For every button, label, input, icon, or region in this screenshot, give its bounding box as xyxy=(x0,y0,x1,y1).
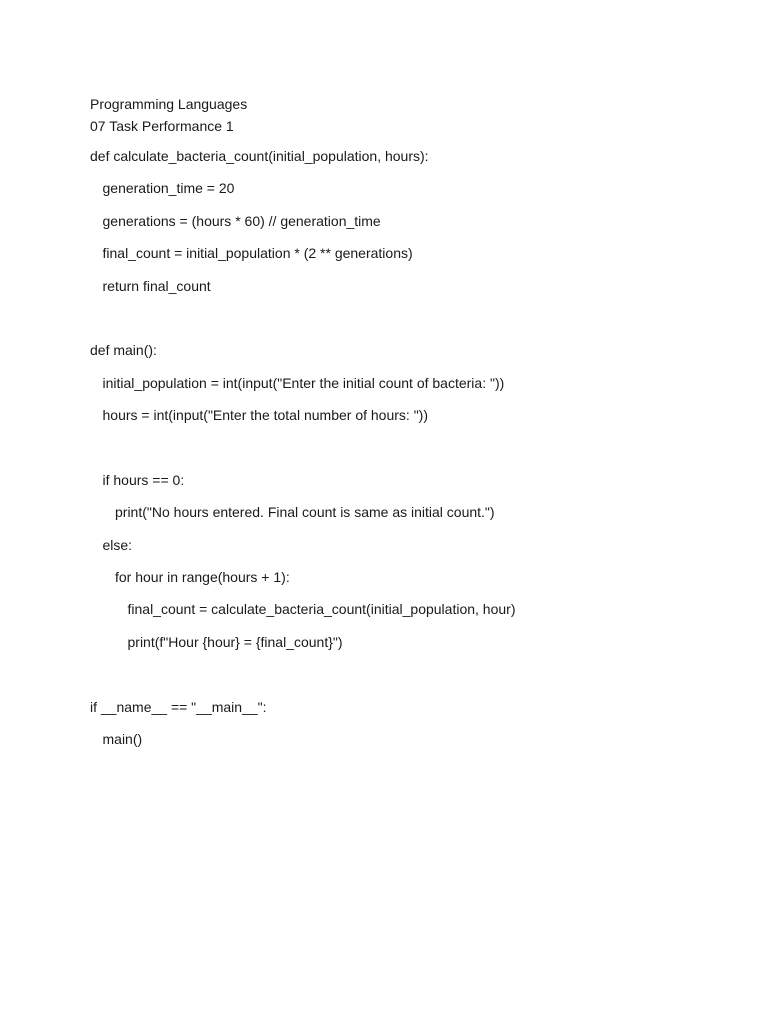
code-line: generations = (hours * 60) // generation_time xyxy=(102,212,381,229)
code-block xyxy=(90,147,730,748)
code-line: else: xyxy=(102,536,133,553)
code-line: for hour in range(hours + 1): xyxy=(115,569,290,586)
code-line: final_count = initial_population * (2 ** generations) xyxy=(102,245,413,262)
code-line: hours = int(input("Enter the total number of hours: ")) xyxy=(102,407,428,424)
code-line: if __name__ == "__main__": xyxy=(90,698,267,715)
code-line: generation_time = 20 xyxy=(102,180,235,197)
code-line: def main(): xyxy=(90,342,157,359)
blank-line xyxy=(90,309,730,327)
code-line: print("No hours entered. Final count is same as initial count.") xyxy=(115,504,495,521)
document-body xyxy=(90,93,730,762)
code-line: def calculate_bacteria_count(initial_population, hours): xyxy=(90,148,429,164)
code-line: print(f"Hour {hour} = {final_count}") xyxy=(127,633,343,650)
course-title: Programming Languages xyxy=(90,96,248,112)
task-title: 07 Task Performance 1 xyxy=(90,118,234,134)
code-line: final_count = calculate_bacteria_count(initial_population, hour) xyxy=(127,601,516,618)
code-line: if hours == 0: xyxy=(102,471,185,488)
code-line: main() xyxy=(102,731,143,748)
blank-line xyxy=(90,439,730,457)
code-line: initial_population = int(input("Enter the initial count of bacteria: ")) xyxy=(102,374,505,391)
blank-line xyxy=(90,665,730,683)
code-line: return final_count xyxy=(102,277,211,294)
